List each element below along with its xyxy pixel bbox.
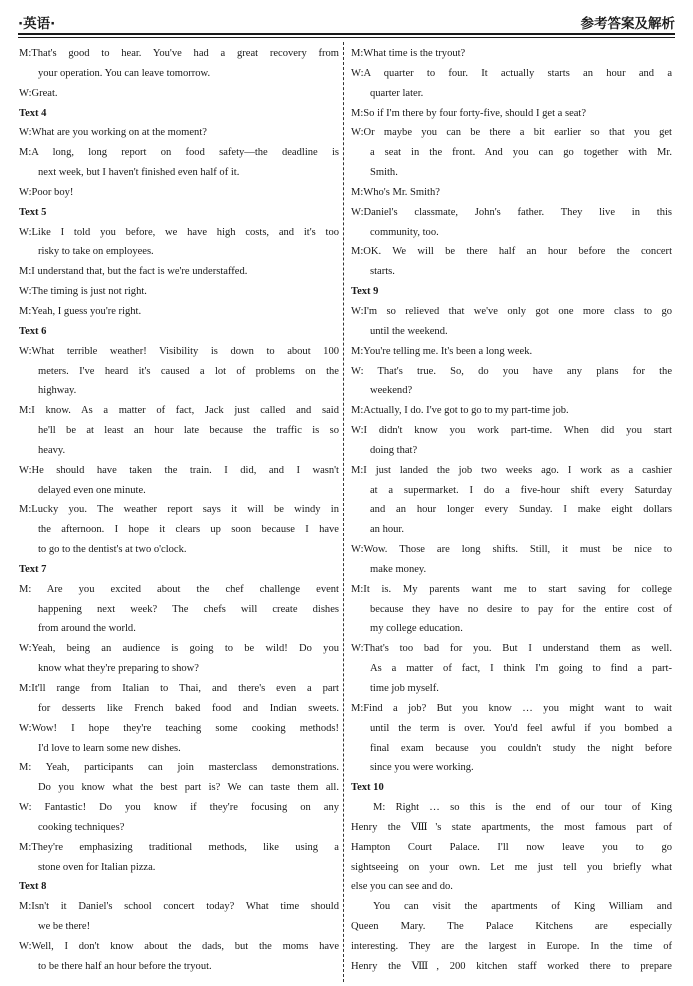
text-line: because they have no desire to pay for the entire cost of <box>370 603 672 615</box>
text-line: M:I just landed the job two weeks ago. I work as a cashier <box>351 464 672 476</box>
right-column <box>351 44 672 977</box>
text-line: W:I'm so relieved that we've only got one more class to go <box>351 305 672 317</box>
text-line: W:The timing is just not right. <box>19 286 147 298</box>
text-line: W:What are you working on at the moment? <box>19 127 207 139</box>
text-line: until the term is over. You'd feel awful if you bombed a <box>370 722 672 734</box>
text-line: community, too. <box>370 226 439 238</box>
text-line: W: That's true. So, do you have any plans for the <box>351 365 672 377</box>
text-line: W:A quarter to four. It actually starts an hour and a <box>351 67 672 79</box>
text-line: M:That's good to hear. You've had a great recovery from <box>19 48 339 59</box>
text-line: Queen Mary. The Palace Kitchens are especially <box>351 921 672 933</box>
text-line: M:Find a job? But you know … you might want to wait <box>351 702 672 714</box>
text-line: and an hour longer every Sunday. I make eight dollars <box>370 504 672 516</box>
text-line: M:Who's Mr. Smith? <box>351 186 440 198</box>
text-line: W:I didn't know you work part-time. When did you start <box>351 425 672 437</box>
text-line: else you can see and do. <box>351 881 453 893</box>
text-line: M:Actually, I do. I've got to go to my part-time job. <box>351 405 569 417</box>
subject-label: ·英语· <box>18 16 56 32</box>
text-line: next week, but I haven't finished even half of it. <box>38 167 240 179</box>
text-line: sightseeing on your own. Let me just tell you briefly what <box>351 861 672 873</box>
text-line: heavy. <box>38 444 66 456</box>
left-column <box>19 44 339 977</box>
text-line: Henry the Ⅷ's state apartments, the most famous part of <box>351 821 672 833</box>
text-line: Hampton Court Palace. I'll now leave you to go <box>351 841 672 853</box>
text-line: Henry the Ⅷ, 200 kitchen staff worked there to prepare <box>351 960 672 972</box>
text-line: to go to the dentist's at two o'clock. <box>38 544 187 556</box>
section-heading: Text 6 <box>19 325 47 337</box>
text-line: since you were working. <box>370 762 474 774</box>
page-header <box>18 6 675 32</box>
text-line: a seat in the front. And you can go together with Mr. <box>370 147 672 159</box>
text-line: You can visit the apartments of King William and <box>373 901 672 913</box>
text-line: from around the world. <box>38 623 136 635</box>
section-heading: Text 10 <box>351 782 384 794</box>
text-line: know what they're preparing to show? <box>38 663 199 675</box>
text-line: M:I know. As a matter of fact, Jack just called and said <box>19 405 339 417</box>
text-line: starts. <box>370 266 395 278</box>
text-line: the afternoon. I hope it clears up soon because I have <box>38 524 339 536</box>
text-line: M:What time is the tryout? <box>351 48 466 59</box>
text-line: my college education. <box>370 623 463 635</box>
text-line: M:I understand that, but the fact is we're understaffed. <box>19 266 248 278</box>
text-line: M:So if I'm there by four forty-five, should I get a seat? <box>351 107 587 119</box>
text-line: highway. <box>38 385 77 397</box>
text-line: W:Yeah, being an audience is going to be wild! Do you <box>19 643 339 655</box>
text-line: interesting. They are the largest in Europe. In the time of <box>351 940 672 952</box>
text-line: Smith. <box>370 167 398 179</box>
text-line: M:You're telling me. It's been a long week. <box>351 345 533 357</box>
text-line: W:What terrible weather! Visibility is down to about 100 <box>19 345 339 357</box>
text-line: M: Are you excited about the chef challenge event <box>19 583 339 595</box>
text-line: happening next week? The chefs will create dishes <box>38 603 339 615</box>
text-line: As a matter of fact, I think I'm going to find a part- <box>370 663 672 675</box>
text-line: meters. I've heard it's caused a lot of problems on the <box>38 365 339 377</box>
text-line: until the weekend. <box>370 325 448 337</box>
text-line: I'd love to learn some new dishes. <box>38 742 181 754</box>
text-line: make money. <box>370 563 427 575</box>
section-heading: Text 8 <box>19 881 47 893</box>
section-heading: Text 5 <box>19 206 47 218</box>
text-line: M:Isn't it Daniel's school concert today? What time should <box>19 901 339 913</box>
text-line: W: Fantastic! Do you know if they're focusing on any <box>19 802 339 814</box>
text-line: M:It is. My parents want me to start saving for college <box>351 583 672 595</box>
text-line: M:OK. We will be there half an hour before the concert <box>351 246 672 258</box>
text-line: W:That's too bad for you. But I understand them as well. <box>351 643 672 655</box>
text-line: M:Lucky you. The weather report says it will be windy in <box>19 504 339 516</box>
text-line: final exam because you couldn't study the night before <box>370 742 672 754</box>
text-line: quarter later. <box>370 87 424 99</box>
text-line: stone oven for Italian pizza. <box>38 861 156 873</box>
text-line: W:Daniel's classmate, John's father. They live in this <box>351 206 672 218</box>
section-title: 参考答案及解析 <box>580 16 675 32</box>
section-heading: Text 7 <box>19 563 47 575</box>
text-line: Do you know what the best part is? We can taste them all. <box>38 782 339 794</box>
text-line: W:Great. <box>19 87 58 99</box>
text-line: for desserts like French baked food and Indian sweets. <box>38 702 339 714</box>
text-line: M: Right … so this is the end of our tour of King <box>373 802 672 814</box>
text-line: W:Wow. Those are long shifts. Still, it must be nice to <box>351 544 672 556</box>
header-rule <box>18 33 675 35</box>
text-line: W:Or maybe you can be there a bit earlier so that you get <box>351 127 672 139</box>
header-rule-thin <box>18 37 675 38</box>
text-line: W:Poor boy! <box>19 186 74 198</box>
text-line: delayed even one minute. <box>38 484 146 496</box>
section-heading: Text 4 <box>19 107 47 119</box>
text-line: doing that? <box>370 444 418 456</box>
text-line: W:Wow! I hope they're teaching some cooking methods! <box>19 722 339 734</box>
text-line: M:Yeah, I guess you're right. <box>19 305 142 317</box>
text-line: M:A long, long report on food safety—the deadline is <box>19 147 339 159</box>
text-line: risky to take on employees. <box>38 246 154 258</box>
text-line: M:It'll range from Italian to Thai, and there's even a part <box>19 683 339 694</box>
section-heading: Text 9 <box>351 286 379 298</box>
text-line: we be there! <box>38 921 91 933</box>
text-line: at a supermarket. I do a five-hour shift every Saturday <box>370 484 672 496</box>
text-line: M:They're emphasizing traditional methods, like using a <box>19 841 339 853</box>
text-line: M: Yeah, participants can join masterclass demonstrations. <box>19 762 339 774</box>
text-line: he'll be at least an hour late because the traffic is so <box>38 425 339 437</box>
text-line: W:Well, I don't know about the dads, but the moms have <box>19 940 339 952</box>
text-line: weekend? <box>370 385 413 397</box>
text-line: time job myself. <box>370 683 439 694</box>
text-line: an hour. <box>370 524 404 536</box>
text-line: W:Like I told you before, we have high costs, and it's too <box>19 226 339 238</box>
text-line: to be there half an hour before the tryout. <box>38 960 212 972</box>
column-divider <box>343 42 344 982</box>
text-line: your operation. You can leave tomorrow. <box>38 67 211 79</box>
text-line: W:He should have taken the train. I did, and I wasn't <box>19 464 339 476</box>
text-line: cooking techniques? <box>38 821 125 833</box>
